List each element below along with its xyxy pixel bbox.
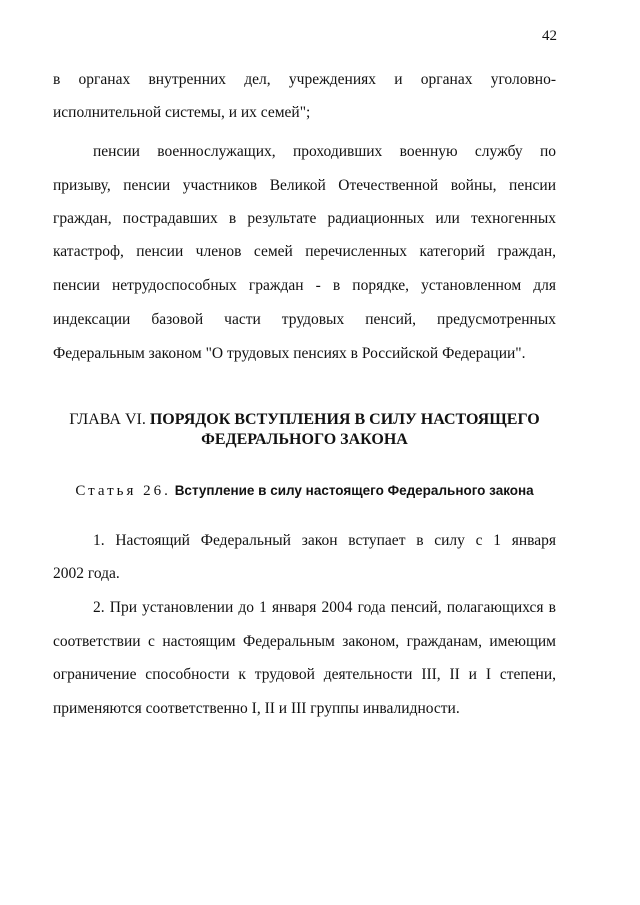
article-title: Вступление в силу настоящего Федерального закона xyxy=(174,483,534,498)
text-line: 2. При установлении до 1 января 2004 года пенсий, полагающихся в xyxy=(93,599,556,616)
text-line: 1. Настоящий Федеральный закон вступает в силу с 1 января xyxy=(93,532,556,549)
chapter-heading-line2 xyxy=(53,430,556,450)
article-heading xyxy=(53,481,556,501)
chapter-heading xyxy=(53,410,556,430)
text-line: применяются соответственно I, II и III группы инвалидности. xyxy=(53,700,460,717)
text-line: в органах внутренних дел, учреждениях и органах уголовно- xyxy=(53,71,556,88)
text-line: Федеральным законом "О трудовых пенсиях в Российской Федерации". xyxy=(53,345,526,362)
chapter-title: ПОРЯДОК ВСТУПЛЕНИЯ В СИЛУ НАСТОЯЩЕГО xyxy=(149,411,540,428)
text-line: ограничение способности к трудовой деятельности III, II и I степени, xyxy=(53,666,556,683)
text-line: пенсии нетрудоспособных граждан - в порядке, установленном для xyxy=(53,277,556,294)
page-number: 42 xyxy=(542,28,557,44)
text-line: пенсии военнослужащих, проходивших военную службу по xyxy=(93,143,556,160)
chapter-title-continued: ФЕДЕРАЛЬНОГО ЗАКОНА xyxy=(201,431,408,448)
text-line: исполнительной системы, и их семей"; xyxy=(53,104,311,121)
text-line: индексации базовой части трудовых пенсий, предусмотренных xyxy=(53,311,556,328)
text-line: призыву, пенсии участников Великой Отечественной войны, пенсии xyxy=(53,177,556,194)
text-line: граждан, пострадавших в результате радиационных или техногенных xyxy=(53,210,556,227)
article-label: Статья 26. xyxy=(75,483,171,499)
text-line: катастроф, пенсии членов семей перечисленных категорий граждан, xyxy=(53,243,556,260)
text-line: 2002 года. xyxy=(53,565,120,582)
chapter-prefix: ГЛАВА VI. xyxy=(69,411,150,428)
text-line: соответствии с настоящим Федеральным законом, гражданам, имеющим xyxy=(53,633,556,650)
